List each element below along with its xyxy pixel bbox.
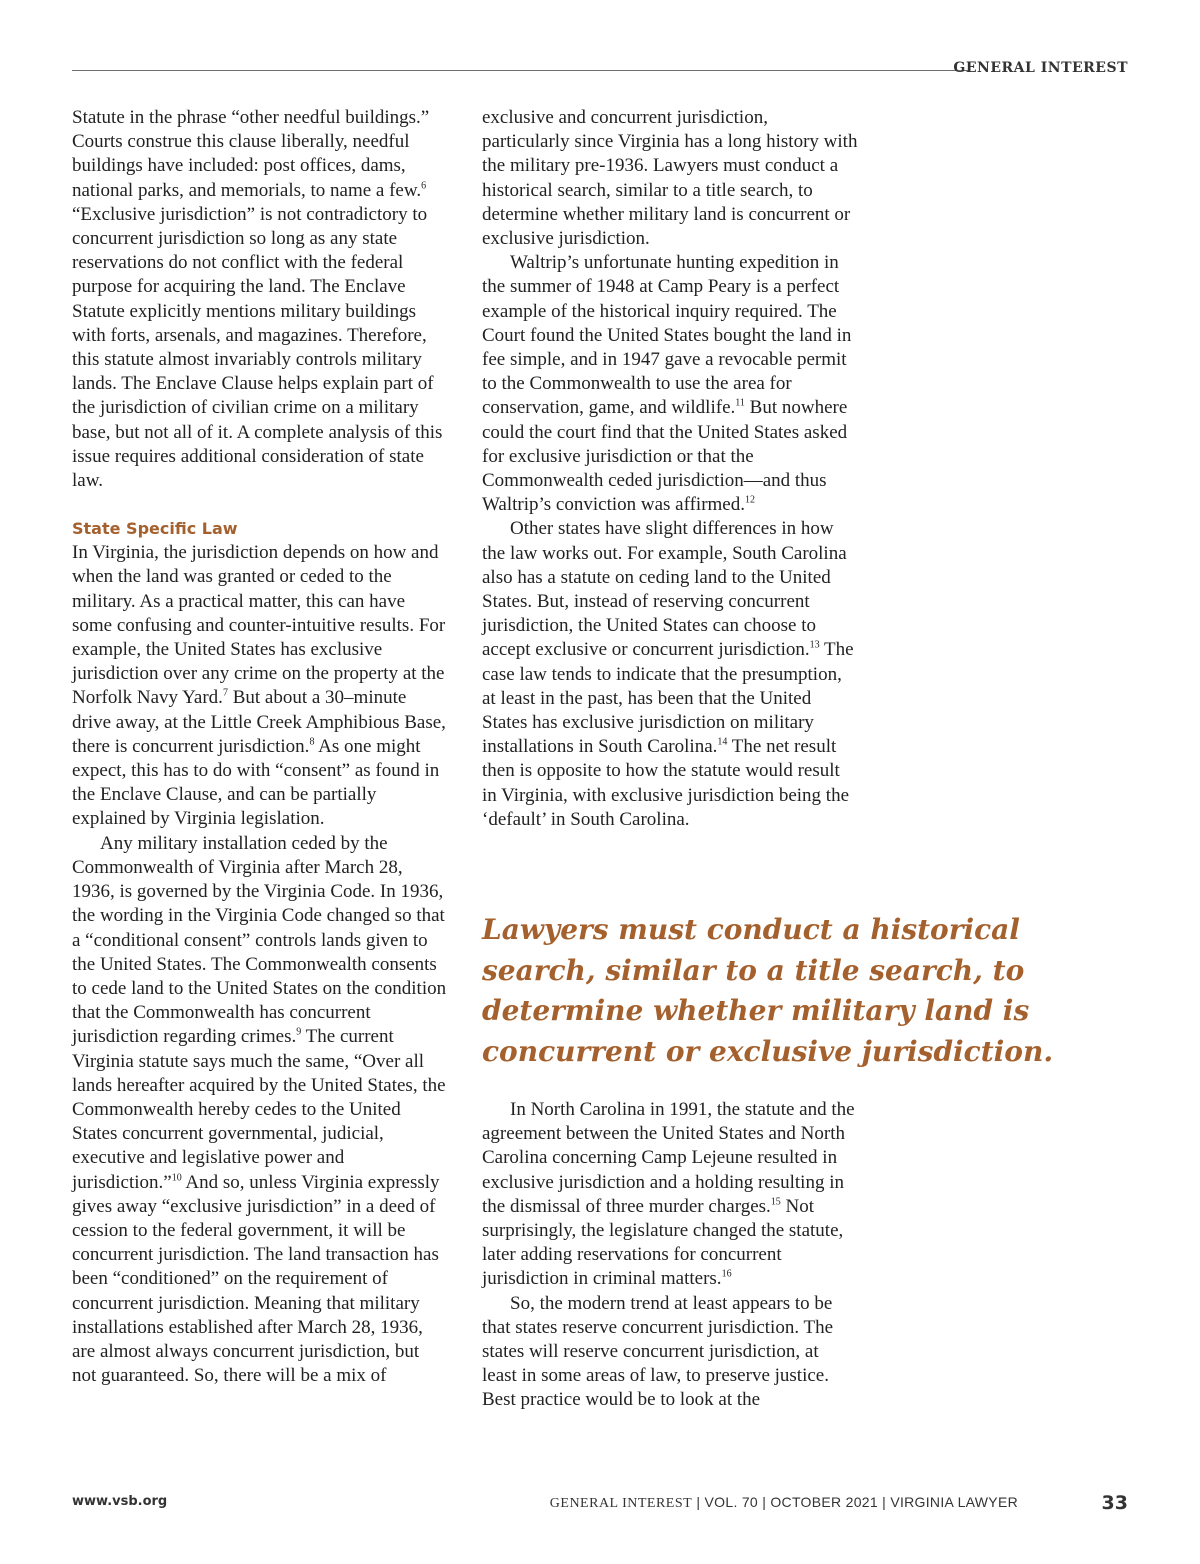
pull-quote: Lawyers must conduct a historical search, similar to a title search, to determine whether military land is concurrent or exclusive jurisdiction. <box>482 913 1054 1068</box>
text-run: exclusive and concurrent jurisdiction, particularly since Virginia has a long history with the military pre-1936. Lawyers must conduct a historical search, similar to a title search, to determine whether military land is concurrent or exclusive jurisdiction. <box>482 107 858 250</box>
text-run: And so, unless Virginia expressly gives away “exclusive jurisdiction” in a deed of cession to the federal government, it will be concurrent jurisdiction. The land transaction has been “conditioned” on the requirement of concurrent jurisdiction. Meaning that military installations established after March 28, 1936, are almost always concurrent jurisdiction, but not guaranteed. So, there will be a mix of <box>72 1171 440 1387</box>
text-run: Not surprisingly, the legislature changed the statute, later adding reservations for concurrent jurisdiction in criminal matters. <box>482 1195 844 1290</box>
header-rule <box>72 70 970 71</box>
footer-separator: | <box>762 1494 767 1510</box>
body-paragraph <box>482 517 858 832</box>
footnote-marker: 8 <box>309 736 315 748</box>
footnote-marker: 11 <box>735 398 745 410</box>
footer-separator: | <box>696 1494 701 1510</box>
text-run: As one might expect, this has to do with “consent” as found in the Enclave Clause, and can be partially explained by Virginia legislation. <box>72 735 440 830</box>
right-column-top <box>482 106 858 832</box>
text-run: In Virginia, the jurisdiction depends on how and when the land was granted or ceded to the military. As a practical matter, this can have some confusing and counter-intuitive results. For example, the United States has exclusive jurisdiction over any crime on the property at the Norfolk Navy Yard. <box>72 542 446 709</box>
footer-date: OCTOBER 2021 <box>770 1494 878 1510</box>
text-run: Other states have slight differences in how the law works out. For example, South Carolina also has a statute on ceding land to the United States. But, instead of reserving concurrent jurisdiction, the United States can choose to accept exclusive or concurrent jurisdiction. <box>482 518 847 661</box>
text-run: “Exclusive jurisdiction” is not contradictory to concurrent jurisdiction so long as any state reservations do not conflict with the federal purpose for acquiring the land. The Enclave Statute explicitly mentions military buildings with forts, arsenals, and magazines. Therefore, this statute almost invariably controls military lands. The Enclave Clause helps explain part of the jurisdiction of civilian crime on a military base, but not all of it. A complete analysis of this issue requires additional consideration of state law. <box>72 203 443 492</box>
text-run: Any military installation ceded by the Commonwealth of Virginia after March 28, 1936, is governed by the Virginia Code. In 1936, the wording in the Virginia Code changed so that a “conditional consent” controls lands given to the United States. The Commonwealth consents to cede land to the United States on the condition that the Commonwealth has concurrent jurisdiction regarding crimes. <box>72 832 447 1048</box>
footer-publication-info <box>550 1494 1018 1512</box>
footer-section: GENERAL INTEREST <box>549 1496 693 1511</box>
text-run: In North Carolina in 1991, the statute and the agreement between the United States and North Carolina concerning Camp Lejeune resulted in exclusive jurisdiction and a holding resulting in the dismissal of three murder charges. <box>482 1099 855 1217</box>
body-paragraph <box>72 541 448 831</box>
footnote-marker: 14 <box>717 736 728 748</box>
body-paragraph <box>72 832 448 1389</box>
text-run: So, the modern trend at least appears to be that states reserve concurrent jurisdiction. The states will reserve concurrent jurisdiction, at least in some areas of law, to preserve justice. Best practice would be to look at the <box>482 1292 834 1411</box>
body-paragraph <box>482 1098 858 1292</box>
left-column <box>72 106 448 1388</box>
text-run: The case law tends to indicate that the presumption, at least in the past, has been that the United States has exclusive jurisdiction on military installations in South Carolina. <box>482 639 854 758</box>
body-paragraph <box>482 106 858 251</box>
section-label: GENERAL INTEREST <box>953 60 1128 76</box>
page-number: 33 <box>1101 1492 1128 1514</box>
footer-volume: VOL. 70 <box>704 1494 759 1510</box>
footnote-marker: 15 <box>770 1196 781 1208</box>
footer-publication: VIRGINIA LAWYER <box>890 1494 1018 1510</box>
footnote-marker: 16 <box>721 1269 732 1281</box>
body-paragraph <box>482 251 858 517</box>
text-run: But nowhere could the court find that the United States asked for exclusive jurisdiction or that the Commonwealth ceded jurisdiction—and thus Waltrip’s conviction was affirmed. <box>482 397 848 516</box>
subheading: State Specific Law <box>72 519 238 539</box>
footnote-marker: 13 <box>809 640 820 652</box>
footer-website: www.vsb.org <box>72 1494 168 1509</box>
footer-separator: | <box>882 1494 887 1510</box>
footnote-marker: 9 <box>296 1026 302 1038</box>
footnote-marker: 10 <box>171 1172 182 1184</box>
text-run: The net result then is opposite to how the statute would result in Virginia, with exclusive jurisdiction being the ‘default’ in South Carolina. <box>482 736 850 830</box>
footnote-marker: 6 <box>421 180 427 192</box>
body-paragraph <box>482 1292 858 1413</box>
body-paragraph <box>72 106 448 493</box>
footnote-marker: 7 <box>222 688 228 700</box>
footnote-marker: 12 <box>745 494 755 506</box>
text-run: Statute in the phrase “other needful buildings.” Courts construe this clause liberally, needful buildings have included: post offices, dams, national parks, and memorials, to name a few. <box>72 107 430 201</box>
text-run: But about a 30–minute drive away, at the Little Creek Amphibious Base, there is concurrent jurisdiction. <box>72 687 446 757</box>
text-run: Waltrip’s unfortunate hunting expedition in the summer of 1948 at Camp Peary is a perfect example of the historical inquiry required. The Court found the United States bought the land in fee simple, and in 1947 gave a revocable permit to the Commonwealth to use the area for conservation, game, and wildlife. <box>482 252 852 419</box>
right-column-bottom <box>482 1098 858 1413</box>
text-run: The current Virginia statute says much the same, “Over all lands hereafter acquired by the United States, the Commonwealth hereby cedes to the United States concurrent governmental, judicial, executive and legislative power and jurisdiction.” <box>72 1026 446 1193</box>
